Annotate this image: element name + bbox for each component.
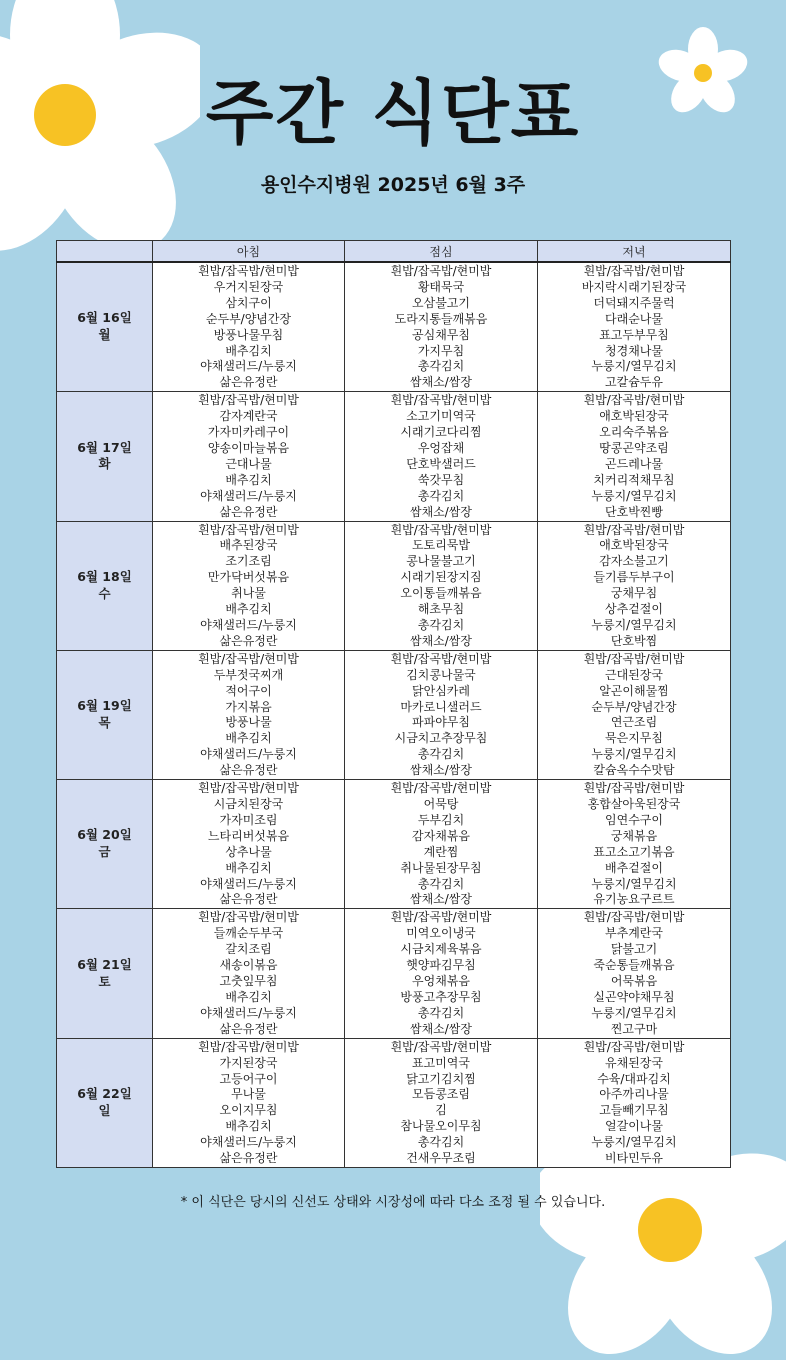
menu-item: 콩나물불고기: [406, 554, 476, 569]
menu-item: 총각김치: [417, 1005, 465, 1020]
menu-item: 흰밥/잡곡밥/현미밥: [390, 651, 492, 666]
menu-item: 흰밥/잡곡밥/현미밥: [198, 781, 299, 796]
menu-item: 가자미조림: [219, 812, 278, 827]
menu-item: 수육/대파김치: [597, 1071, 671, 1086]
menu-item: 고칼슘두유: [605, 375, 663, 390]
breakfast-cell: [153, 909, 345, 1038]
menu-item: 느타리버섯볶음: [207, 828, 290, 843]
menu-item: 총각김치: [417, 876, 465, 891]
dinner-cell: [538, 1038, 731, 1167]
menu-item: 흰밥/잡곡밥/현미밥: [583, 781, 685, 796]
menu-item: 상추나물: [225, 844, 272, 859]
menu-item: 닭불고기: [610, 942, 658, 957]
page-title: 주간 식단표: [205, 72, 581, 154]
breakfast-menu-list: [153, 392, 344, 520]
breakfast-cell: [153, 1038, 345, 1167]
menu-item: 황태묵국: [417, 279, 465, 294]
menu-item: 도라지통들깨볶음: [394, 311, 488, 326]
menu-item: 야채샐러드/누룽지: [200, 618, 297, 632]
dinner-cell: [538, 780, 731, 909]
menu-item: 흰밥/잡곡밥/현미밥: [583, 393, 685, 408]
menu-item: 흰밥/잡곡밥/현미밥: [198, 1039, 299, 1054]
breakfast-cell: [153, 780, 345, 909]
menu-item: 감자채볶음: [412, 828, 470, 843]
header-day-corner: [57, 241, 153, 263]
day-weekday: 수: [98, 585, 111, 601]
menu-item: 배추김치: [225, 602, 272, 617]
dinner-menu-list: [538, 780, 730, 908]
dinner-menu-list: [538, 651, 730, 779]
lunch-cell: [345, 262, 538, 392]
menu-item: 순두부/양념간장: [591, 699, 677, 714]
menu-item: 조기조림: [225, 554, 272, 569]
menu-item: 시래기된장지짐: [400, 570, 482, 585]
menu-item: 가지볶음: [225, 699, 272, 714]
menu-item: 햇양파김무침: [406, 958, 476, 973]
lunch-cell: [345, 909, 538, 1038]
breakfast-menu-list: [153, 1039, 344, 1167]
menu-item: 순두부/양념간장: [205, 311, 292, 326]
menu-item: 김치콩나물국: [406, 667, 476, 682]
menu-item: 아주까리나물: [599, 1087, 669, 1102]
menu-item: 유기농요구르트: [593, 892, 675, 907]
dinner-menu-list: [538, 263, 730, 391]
menu-item: 삶은유정란: [219, 375, 278, 390]
menu-item: 쌈채소/쌈장: [409, 633, 472, 648]
day-date: 6월 16일: [77, 310, 132, 326]
menu-item: 표고두부무침: [599, 327, 669, 342]
menu-item: 감자소불고기: [599, 554, 669, 569]
menu-item: 갈치조림: [225, 942, 272, 957]
lunch-menu-list: [345, 263, 537, 391]
menu-item: 고춧잎무침: [219, 974, 278, 989]
dinner-menu-list: [538, 392, 730, 520]
menu-item: 방풍나물: [225, 715, 272, 730]
menu-item: 청경채나물: [605, 343, 663, 358]
day-label-cell: [57, 650, 153, 779]
menu-item: 오삼불고기: [412, 295, 470, 310]
menu-item: 야채샐러드/누룽지: [200, 747, 297, 762]
weekly-menu-table: [56, 240, 731, 1168]
menu-item: 모듬콩조림: [412, 1087, 470, 1102]
menu-item: 실곤약야채무침: [593, 989, 675, 1004]
menu-item: 단호박찐빵: [605, 504, 663, 519]
table-header-row: [57, 241, 731, 263]
day-date: 6월 19일: [77, 698, 132, 714]
day-label-cell: [57, 262, 153, 392]
menu-item: 흰밥/잡곡밥/현미밥: [390, 910, 492, 925]
menu-item: 궁채볶음: [610, 828, 658, 843]
menu-body: [57, 262, 731, 1168]
day-label-cell: [57, 1038, 153, 1167]
table-row: [57, 521, 731, 650]
menu-item: 방풍고추장무침: [400, 989, 482, 1004]
dinner-menu-list: [538, 1039, 730, 1167]
menu-item: 건새우무조림: [406, 1151, 476, 1166]
menu-item: 해초무침: [417, 602, 465, 617]
menu-item: 삶은유정란: [219, 504, 278, 519]
menu-item: 배추김치: [225, 343, 272, 358]
menu-item: 쑥갓무침: [417, 472, 465, 487]
menu-item: 흰밥/잡곡밥/현미밥: [583, 522, 685, 537]
day-date: 6월 22일: [77, 1085, 132, 1101]
lunch-menu-list: [345, 1039, 537, 1167]
table-row: [57, 650, 731, 779]
menu-item: 시래기코다리찜: [400, 425, 482, 440]
breakfast-menu-list: [153, 651, 344, 779]
menu-item: 총각김치: [417, 747, 465, 762]
menu-item: 가지무침: [417, 343, 465, 358]
menu-item: 고등어구이: [219, 1071, 278, 1086]
header-breakfast: 아침: [153, 241, 345, 263]
menu-item: 곤드레나물: [605, 456, 663, 471]
menu-item: 흰밥/잡곡밥/현미밥: [198, 651, 299, 666]
menu-item: 시금치된장국: [213, 797, 284, 812]
menu-item: 다래순나물: [605, 311, 663, 326]
menu-item: 방풍나물무침: [213, 327, 284, 342]
menu-item: 공심채무침: [412, 327, 470, 342]
menu-item: 우엉잡채: [417, 441, 465, 455]
menu-item: 쌈채소/쌈장: [409, 504, 472, 519]
menu-item: 칼슘옥수수맛탐: [593, 763, 675, 778]
day-weekday: 목: [98, 714, 111, 730]
menu-item: 삶은유정란: [219, 633, 278, 648]
menu-item: 파파야무침: [412, 715, 470, 730]
day-label-cell: [57, 392, 153, 521]
menu-item: 시금치고추장무침: [394, 731, 488, 746]
menu-item: 더덕돼지주물럭: [593, 295, 675, 310]
dinner-cell: [538, 909, 731, 1038]
day-weekday: 월: [98, 327, 111, 343]
menu-item: 연근조림: [610, 715, 658, 730]
menu-item: 삼치구이: [225, 295, 272, 310]
menu-item: 치커리적채무침: [593, 472, 675, 487]
table-row: [57, 1038, 731, 1167]
menu-item: 감자계란국: [219, 409, 278, 424]
footer-note: * 이 식단은 당시의 신선도 상태와 시장성에 따라 다소 조정 될 수 있습니다.: [180, 1195, 606, 1210]
menu-item: 배추김치: [225, 989, 272, 1004]
menu-item: 근대된장국: [605, 667, 663, 682]
menu-item: 야채샐러드/누룽지: [200, 1135, 297, 1150]
menu-item: 흰밥/잡곡밥/현미밥: [390, 781, 492, 796]
breakfast-menu-list: [153, 522, 344, 650]
menu-item: 두부김치: [417, 812, 465, 827]
dinner-cell: [538, 521, 731, 650]
lunch-menu-list: [345, 780, 537, 908]
menu-item: 표고미역국: [412, 1055, 470, 1070]
menu-item: 삶은유정란: [219, 1021, 278, 1036]
table-row: [57, 780, 731, 909]
day-date: 6월 17일: [77, 439, 132, 455]
day-date: 6월 18일: [77, 568, 132, 584]
menu-item: 두부젓국찌개: [213, 667, 284, 682]
menu-item: 배추겉절이: [605, 860, 663, 875]
menu-item: 누룽지/열무김치: [591, 876, 677, 891]
menu-item: 흰밥/잡곡밥/현미밥: [583, 1039, 685, 1054]
menu-item: 누룽지/열무김치: [591, 1135, 677, 1150]
lunch-cell: [345, 521, 538, 650]
menu-item: 임연수구이: [605, 812, 663, 827]
menu-item: 흰밥/잡곡밥/현미밥: [390, 522, 492, 537]
menu-item: 만가닥버섯볶음: [207, 570, 290, 585]
menu-item: 배추김치: [225, 1119, 272, 1134]
day-label-cell: [57, 521, 153, 650]
menu-item: 취나물: [231, 586, 266, 601]
menu-item: 배추된장국: [219, 538, 278, 553]
dinner-cell: [538, 650, 731, 779]
menu-item: 김: [435, 1103, 447, 1118]
breakfast-cell: [153, 650, 345, 779]
breakfast-cell: [153, 262, 345, 392]
menu-item: 쌈채소/쌈장: [409, 763, 472, 778]
menu-item: 흰밥/잡곡밥/현미밥: [583, 264, 685, 278]
menu-item: 흰밥/잡곡밥/현미밥: [198, 393, 299, 408]
table-row: [57, 262, 731, 392]
menu-item: 궁채무침: [610, 586, 658, 601]
table-row: [57, 392, 731, 521]
menu-item: 총각김치: [417, 488, 465, 503]
header-lunch: 점심: [345, 241, 538, 263]
menu-item: 찐고구마: [610, 1021, 658, 1036]
dinner-menu-list: [538, 909, 730, 1037]
menu-item: 참나물오이무침: [400, 1119, 482, 1134]
breakfast-menu-list: [153, 263, 344, 391]
day-label-cell: [57, 909, 153, 1038]
menu-item: 오리숙주볶음: [599, 425, 669, 440]
lunch-cell: [345, 392, 538, 521]
day-date: 6월 21일: [77, 956, 132, 972]
menu-item: 비타민두유: [605, 1151, 663, 1166]
menu-item: 어묵볶음: [610, 974, 658, 989]
lunch-menu-list: [345, 909, 537, 1037]
breakfast-cell: [153, 392, 345, 521]
menu-item: 죽순통들깨볶음: [593, 958, 675, 973]
menu-item: 누룽지/열무김치: [591, 1005, 677, 1020]
menu-item: 삶은유정란: [219, 892, 278, 907]
lunch-menu-list: [345, 522, 537, 650]
menu-item: 우거지된장국: [213, 279, 284, 294]
menu-item: 표고소고기볶음: [593, 844, 675, 859]
menu-item: 양송이마늘볶음: [207, 441, 290, 455]
page-subtitle: 용인수지병원 2025년 6월 3주: [260, 174, 526, 196]
day-date: 6월 20일: [77, 827, 132, 843]
menu-item: 오이지무침: [219, 1103, 278, 1118]
menu-item: 근대나물: [225, 456, 272, 471]
menu-item: 총각김치: [417, 618, 465, 632]
menu-item: 흰밥/잡곡밥/현미밥: [390, 1039, 492, 1054]
menu-item: 새송이볶음: [219, 958, 278, 973]
menu-item: 알곤이해물찜: [599, 683, 669, 698]
menu-item: 닭안심카레: [412, 683, 470, 698]
lunch-cell: [345, 780, 538, 909]
header-dinner: 저녁: [538, 241, 731, 263]
menu-item: 들깨순두부국: [213, 926, 284, 941]
day-weekday: 토: [98, 973, 111, 989]
menu-item: 애호박된장국: [599, 409, 669, 424]
menu-item: 흰밥/잡곡밥/현미밥: [198, 910, 299, 925]
day-weekday: 금: [98, 844, 111, 860]
day-weekday: 일: [98, 1102, 111, 1118]
menu-item: 쌈채소/쌈장: [409, 375, 472, 390]
menu-item: 단호박찜: [610, 633, 658, 648]
lunch-menu-list: [345, 651, 537, 779]
menu-item: 묵은지무침: [605, 731, 663, 746]
menu-item: 단호박샐러드: [406, 456, 476, 471]
menu-item: 배추김치: [225, 731, 272, 746]
lunch-menu-list: [345, 392, 537, 520]
menu-item: 흰밥/잡곡밥/현미밥: [198, 264, 299, 278]
menu-item: 누룽지/열무김치: [591, 747, 677, 762]
menu-item: 가자미카레구이: [207, 425, 290, 440]
menu-item: 쌈채소/쌈장: [409, 892, 472, 907]
breakfast-menu-list: [153, 909, 344, 1037]
menu-item: 무나물: [231, 1087, 266, 1102]
menu-item: 부추계란국: [605, 926, 663, 941]
table-row: [57, 909, 731, 1038]
menu-item: 흰밥/잡곡밥/현미밥: [198, 522, 299, 537]
dinner-menu-list: [538, 522, 730, 650]
menu-item: 총각김치: [417, 359, 465, 374]
menu-item: 계란찜: [423, 844, 459, 859]
menu-item: 마카로니샐러드: [400, 699, 482, 714]
menu-item: 삶은유정란: [219, 1151, 278, 1166]
menu-item: 쌈채소/쌈장: [409, 1021, 472, 1036]
menu-item: 배추김치: [225, 472, 272, 487]
menu-item: 누룽지/열무김치: [591, 488, 677, 503]
menu-item: 시금치제육볶음: [400, 942, 482, 957]
menu-item: 흰밥/잡곡밥/현미밥: [390, 393, 492, 408]
menu-item: 야채샐러드/누룽지: [200, 876, 297, 891]
dinner-cell: [538, 262, 731, 392]
menu-item: 삶은유정란: [219, 763, 278, 778]
menu-item: 적어구이: [225, 683, 272, 698]
menu-item: 들기름두부구이: [593, 570, 675, 585]
menu-item: 우엉채볶음: [412, 974, 470, 989]
menu-item: 땅콩곤약조림: [599, 441, 669, 455]
day-weekday: 화: [98, 456, 111, 472]
menu-item: 누룽지/열무김치: [591, 359, 677, 374]
menu-item: 애호박된장국: [599, 538, 669, 553]
menu-item: 배추김치: [225, 860, 272, 875]
menu-item: 바지락시래기된장국: [581, 279, 687, 294]
menu-item: 오이통들깨볶음: [400, 586, 482, 601]
menu-item: 도토리묵밥: [412, 538, 470, 553]
menu-item: 취나물된장무침: [400, 860, 482, 875]
breakfast-cell: [153, 521, 345, 650]
menu-item: 상추겉절이: [605, 602, 663, 617]
menu-item: 야채샐러드/누룽지: [200, 488, 297, 503]
menu-item: 흰밥/잡곡밥/현미밥: [583, 651, 685, 666]
day-label-cell: [57, 780, 153, 909]
menu-item: 야채샐러드/누룽지: [200, 359, 297, 374]
menu-item: 고들빼기무침: [599, 1103, 669, 1118]
lunch-cell: [345, 1038, 538, 1167]
menu-item: 누룽지/열무김치: [591, 618, 677, 632]
menu-item: 미역오이냉국: [406, 926, 476, 941]
lunch-cell: [345, 650, 538, 779]
menu-item: 어묵탕: [423, 797, 459, 812]
breakfast-menu-list: [153, 780, 344, 908]
menu-item: 총각김치: [417, 1135, 465, 1150]
menu-item: 야채샐러드/누룽지: [200, 1005, 297, 1020]
dinner-cell: [538, 392, 731, 521]
menu-item: 흰밥/잡곡밥/현미밥: [583, 910, 685, 925]
menu-item: 소고기미역국: [406, 409, 476, 424]
menu-item: 얼갈이나물: [605, 1119, 663, 1134]
menu-item: 흰밥/잡곡밥/현미밥: [390, 264, 492, 278]
menu-item: 홍합살아욱된장국: [587, 797, 681, 812]
menu-item: 닭고기김치찜: [406, 1071, 476, 1086]
menu-item: 유채된장국: [605, 1055, 663, 1070]
menu-item: 가지된장국: [219, 1055, 278, 1070]
